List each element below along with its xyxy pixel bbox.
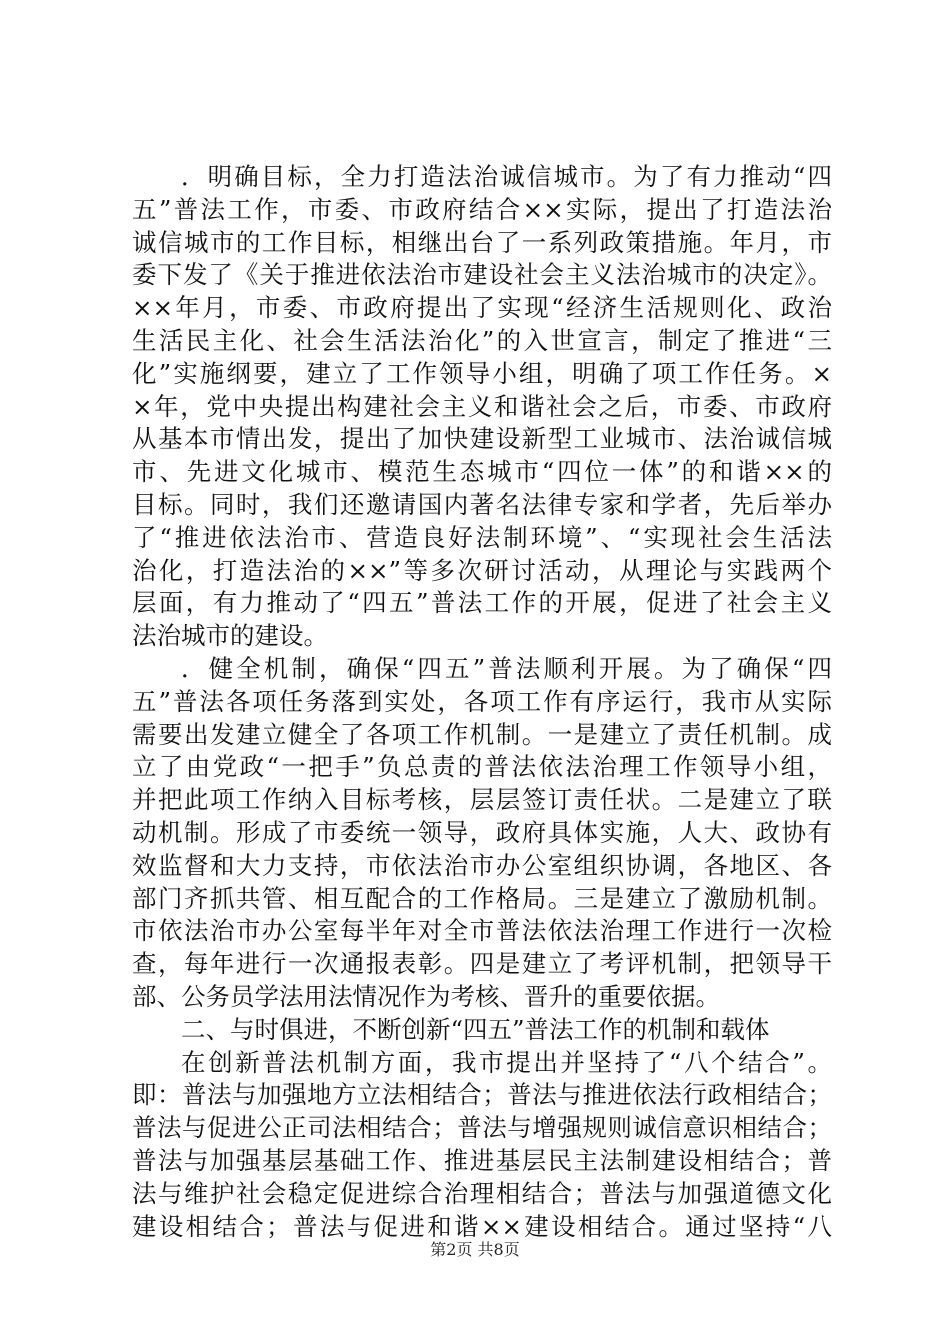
text-line: ．明确目标，全力打造法治诚信城市。为了有力推动“四 xyxy=(181,162,832,191)
text-line: 建设相结合；普法与促进和谐××建设相结合。通过坚持“八 xyxy=(132,1211,832,1241)
text-line: ××年月，市委、市政府提出了实现“经济生活规则化、政治 xyxy=(132,293,832,323)
text-line: 从基本市情出发，提出了加快建设新型工业城市、法治诚信城 xyxy=(132,424,832,454)
text-line: 在创新普法机制方面，我市提出并坚持了“八个结合”。 xyxy=(181,1047,832,1077)
text-line: 普法与加强基层基础工作、推进基层民主法制建设相结合；普 xyxy=(132,1145,832,1175)
text-line: 部门齐抓共管、相互配合的工作格局。三是建立了激励机制。 xyxy=(132,883,832,913)
text-line: 需要出发建立健全了各项工作机制。一是建立了责任机制。成 xyxy=(132,719,832,749)
text-line: 部、公务员学法用法情况作为考核、晋升的重要依据。 xyxy=(132,981,720,1011)
text-line: 五”普法各项任务落到实处，各项工作有序运行，我市从实际 xyxy=(132,686,832,716)
document-body xyxy=(132,161,832,1243)
text-line: 普法与促进公正司法相结合；普法与增强规则诚信意识相结合； xyxy=(132,1113,832,1143)
text-line: 市依法治市办公室每半年对全市普法依法治理工作进行一次检 xyxy=(132,916,832,946)
text-line: 并把此项工作纳入目标考核，层层签订责任状。二是建立了联 xyxy=(132,785,832,815)
text-line: 效监督和大力支持，市依法治市办公室组织协调，各地区、各 xyxy=(132,850,832,880)
text-line: 法治城市的建设。 xyxy=(132,621,328,651)
page-number-footer: 第2页 共8页 xyxy=(430,1240,520,1259)
text-line: 市、先进文化城市、模范生态城市“四位一体”的和谐××的 xyxy=(132,457,832,487)
text-line: ×年，党中央提出构建社会主义和谐社会之后，市委、市政府 xyxy=(132,391,832,421)
text-line: 立了由党政“一把手”负总责的普法依法治理工作领导小组， xyxy=(132,752,832,782)
text-line: 了“推进依法治市、营造良好法制环境”、“实现社会生活法 xyxy=(132,522,832,552)
text-line: 查，每年进行一次通报表彰。四是建立了考评机制，把领导干 xyxy=(132,949,832,979)
text-line: ．健全机制，确保“四五”普法顺利开展。为了确保“四 xyxy=(181,653,832,683)
text-line: 五”普法工作，市委、市政府结合××实际，提出了打造法治 xyxy=(132,194,832,224)
text-line: 生活民主化、社会生活法治化”的入世宣言，制定了推进“三 xyxy=(132,325,832,355)
text-line: 诚信城市的工作目标，相继出台了一系列政策措施。年月，市 xyxy=(132,227,832,257)
text-line: 法与维护社会稳定促进综合治理相结合；普法与加强道德文化 xyxy=(132,1178,832,1208)
text-line: 委下发了《关于推进依法治市建设社会主义法治城市的决定》。 xyxy=(132,260,832,290)
text-line: 治化，打造法治的××”等多次研讨活动，从理论与实践两个 xyxy=(132,555,832,585)
text-line: 化”实施纲要，建立了工作领导小组，明确了项工作任务。× xyxy=(132,358,832,388)
text-line: 即：普法与加强地方立法相结合；普法与推进依法行政相结合； xyxy=(132,1080,832,1110)
section-heading: 二、与时俱进，不断创新“四五”普法工作的机制和载体 xyxy=(181,1014,770,1044)
text-line: 层面，有力推动了“四五”普法工作的开展，促进了社会主义 xyxy=(132,588,832,618)
text-line: 目标。同时，我们还邀请国内著名法律专家和学者，先后举办 xyxy=(132,489,832,519)
text-line: 动机制。形成了市委统一领导，政府具体实施，人大、政协有 xyxy=(132,817,832,847)
